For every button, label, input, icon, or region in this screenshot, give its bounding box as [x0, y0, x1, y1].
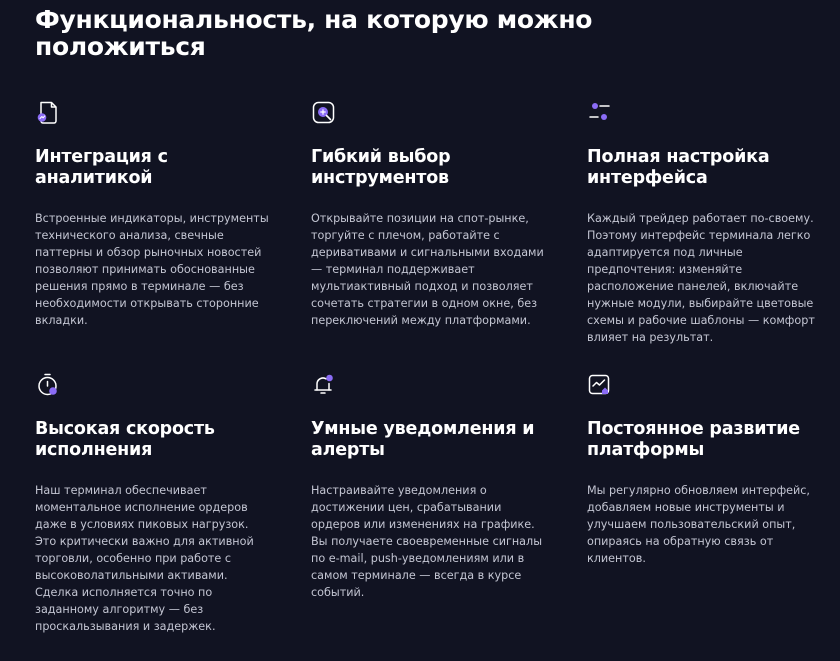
- feature-card-instruments: [311, 100, 551, 327]
- feature-card-customization: [587, 100, 827, 344]
- feature-description: Каждый трейдер работает по-своему. Поэтому интерфейс терминала легко адаптируется под личные предпочтения: изменяйте расположение панелей, включайте нужные модули, выбирайте цветовые схемы и рабочие шаблоны — комфорт влияет на результат.: [587, 212, 815, 344]
- feature-description: Открывайте позиции на спот-рынке, торгуйте с плечом, работайте с деривативами и сигнальными входами — терминал поддерживает мультиактивный подход и позволяет сочетать стратегии в одном окне, без переключений между платформами.: [311, 212, 544, 327]
- feature-title: Постоянное развитие платформы: [587, 419, 800, 460]
- bell-icon: [311, 372, 337, 398]
- feature-card-development: [587, 372, 827, 565]
- feature-card-alerts: [311, 372, 551, 599]
- feature-title: Высокая скорость исполнения: [35, 419, 215, 460]
- stopwatch-icon: [35, 372, 61, 398]
- feature-description: Встроенные индикаторы, инструменты технического анализа, свечные паттерны и обзор рыночных новостей позволяют принимать обоснованные решения прямо в терминале — без необходимости открывать сторонние вкладки.: [35, 212, 269, 327]
- feature-card-speed: [35, 372, 275, 633]
- feature-title: Умные уведомления и алерты: [311, 419, 535, 460]
- sliders-icon: [587, 100, 613, 126]
- page-title: Функциональность, на которую можно положиться: [35, 5, 593, 61]
- feature-title: Гибкий выбор инструментов: [311, 147, 451, 188]
- feature-card-analytics: [35, 100, 275, 327]
- growth-chart-icon: [587, 372, 613, 398]
- feature-description: Мы регулярно обновляем интерфейс, добавляем новые инструменты и улучшаем пользовательский опыт, опираясь на обратную связь от клиентов.: [587, 484, 810, 565]
- feature-description: Наш терминал обеспечивает моментальное исполнение ордеров даже в условиях пиковых нагрузок. Это критически важно для активной торговли, особенно при работе с высоковолатильными активами. Сделка исполняется точно по заданному алгоритму — без проскальзывания и задержек.: [35, 484, 254, 633]
- search-instrument-icon: [311, 100, 337, 126]
- feature-title: Интеграция с аналитикой: [35, 147, 168, 188]
- analytics-document-icon: [35, 100, 61, 126]
- feature-title: Полная настройка интерфейса: [587, 147, 770, 188]
- feature-description: Настраивайте уведомления о достижении цен, срабатывании ордеров или изменениях на графике. Вы получаете своевременные сигналы по e-mail, push-уведомлениям или в самом терминале — всегда в курсе событий.: [311, 484, 543, 599]
